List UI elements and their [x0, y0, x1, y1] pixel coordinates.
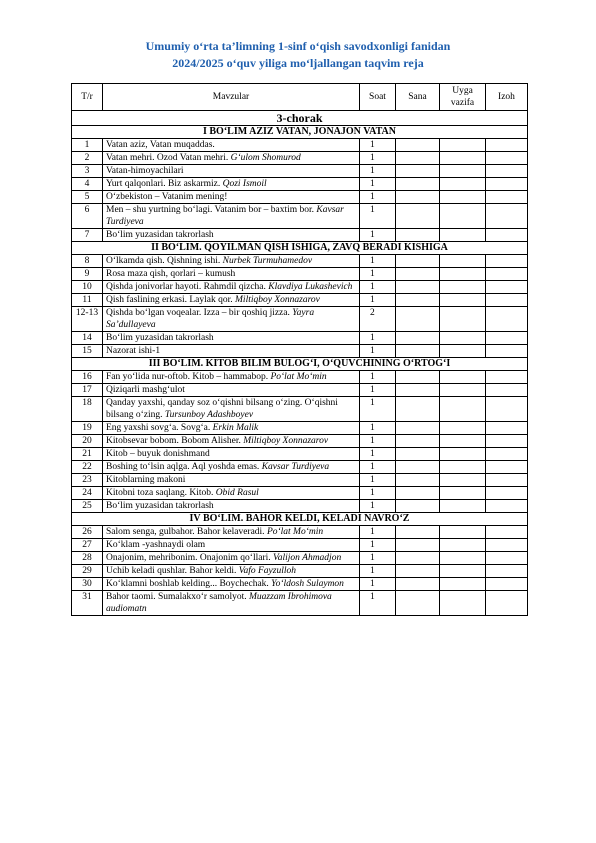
- topic-text: Qish faslining erkasi. Laylak qor.: [106, 295, 233, 305]
- lesson-homework-cell: [440, 487, 486, 500]
- lesson-topic: [103, 307, 360, 332]
- lesson-number: 24: [72, 487, 103, 500]
- lesson-note-cell: [486, 191, 528, 204]
- lesson-date-cell: [396, 591, 440, 616]
- topic-author: Qozi Ismoil: [222, 179, 267, 189]
- topic-text: Salom senga, gulbahor. Bahor kelaveradi.: [106, 527, 265, 537]
- lesson-note-cell: [486, 591, 528, 616]
- lesson-hours: 1: [360, 422, 396, 435]
- lesson-number: 21: [72, 448, 103, 461]
- lesson-topic: [103, 539, 360, 552]
- section-row: [72, 126, 528, 139]
- topic-text: O‘zbekiston – Vatanim mening!: [106, 192, 228, 202]
- topic-author: Nurbek Turmuhamedov: [222, 256, 313, 266]
- lesson-number: 17: [72, 384, 103, 397]
- lesson-hours: 1: [360, 397, 396, 422]
- lesson-hours: 1: [360, 371, 396, 384]
- table-row: [72, 435, 528, 448]
- topic-author: Yayra Sa’dullayeva: [106, 308, 315, 330]
- lesson-note-cell: [486, 526, 528, 539]
- lesson-homework-cell: [440, 435, 486, 448]
- topic-text: Vatan mehri. Ozod Vatan mehri.: [106, 153, 229, 163]
- lesson-date-cell: [396, 191, 440, 204]
- calendar-plan-table: [71, 83, 528, 616]
- lesson-hours: 1: [360, 152, 396, 165]
- header-date: Sana: [396, 84, 440, 111]
- topic-author: Tursunboy Adashboyev: [164, 410, 254, 420]
- lesson-note-cell: [486, 165, 528, 178]
- lesson-note-cell: [486, 461, 528, 474]
- lesson-topic: [103, 191, 360, 204]
- header-num: T/r: [72, 84, 103, 111]
- lesson-number: 12-13: [72, 307, 103, 332]
- topic-text: Bo‘lim yuzasidan takrorlash: [106, 501, 214, 511]
- lesson-homework-cell: [440, 591, 486, 616]
- lesson-topic: [103, 474, 360, 487]
- lesson-topic: [103, 552, 360, 565]
- lesson-date-cell: [396, 139, 440, 152]
- lesson-date-cell: [396, 461, 440, 474]
- lesson-number: 9: [72, 268, 103, 281]
- lesson-number: 31: [72, 591, 103, 616]
- lesson-topic: [103, 435, 360, 448]
- lesson-hours: 1: [360, 487, 396, 500]
- topic-author: Muazzam Ibrohimova audiomatn: [106, 592, 332, 614]
- table-row: [72, 552, 528, 565]
- lesson-number: 27: [72, 539, 103, 552]
- lesson-number: 15: [72, 345, 103, 358]
- lesson-homework-cell: [440, 332, 486, 345]
- lesson-note-cell: [486, 500, 528, 513]
- lesson-note-cell: [486, 178, 528, 191]
- lesson-topic: [103, 152, 360, 165]
- table-row: [72, 500, 528, 513]
- table-row: [72, 526, 528, 539]
- lesson-homework-cell: [440, 461, 486, 474]
- lesson-topic: [103, 281, 360, 294]
- lesson-topic: [103, 332, 360, 345]
- lesson-hours: 1: [360, 591, 396, 616]
- lesson-number: 10: [72, 281, 103, 294]
- lesson-number: 26: [72, 526, 103, 539]
- table-row: [72, 152, 528, 165]
- lesson-topic: [103, 178, 360, 191]
- lesson-homework-cell: [440, 578, 486, 591]
- lesson-date-cell: [396, 178, 440, 191]
- lesson-number: 30: [72, 578, 103, 591]
- lesson-homework-cell: [440, 526, 486, 539]
- lesson-hours: 1: [360, 461, 396, 474]
- lesson-topic: [103, 229, 360, 242]
- lesson-topic: [103, 487, 360, 500]
- table-row: [72, 578, 528, 591]
- table-row: [72, 268, 528, 281]
- lesson-date-cell: [396, 307, 440, 332]
- lesson-date-cell: [396, 165, 440, 178]
- lesson-number: 16: [72, 371, 103, 384]
- lesson-note-cell: [486, 268, 528, 281]
- table-row: [72, 165, 528, 178]
- lesson-topic: [103, 422, 360, 435]
- topic-author: Yo‘ldosh Sulaymon: [271, 579, 344, 589]
- lesson-number: 8: [72, 255, 103, 268]
- lesson-hours: 1: [360, 345, 396, 358]
- title-line-2: 2024/2025 o‘quv yiliga mo‘ljallangan taqvim reja: [172, 56, 424, 70]
- lesson-number: 28: [72, 552, 103, 565]
- lesson-number: 11: [72, 294, 103, 307]
- lesson-hours: 1: [360, 281, 396, 294]
- table-header-row: [72, 84, 528, 111]
- lesson-homework-cell: [440, 152, 486, 165]
- lesson-number: 7: [72, 229, 103, 242]
- lesson-homework-cell: [440, 307, 486, 332]
- lesson-hours: 1: [360, 565, 396, 578]
- lesson-date-cell: [396, 229, 440, 242]
- lesson-homework-cell: [440, 565, 486, 578]
- lesson-hours: 1: [360, 139, 396, 152]
- lesson-note-cell: [486, 281, 528, 294]
- topic-text: Rosa maza qish, qorlari – kumush: [106, 269, 236, 279]
- header-homework: Uyga vazifa: [440, 84, 486, 111]
- lesson-date-cell: [396, 500, 440, 513]
- lesson-note-cell: [486, 332, 528, 345]
- table-row: [72, 487, 528, 500]
- lesson-topic: [103, 448, 360, 461]
- lesson-hours: 1: [360, 332, 396, 345]
- lesson-note-cell: [486, 384, 528, 397]
- lesson-topic: [103, 461, 360, 474]
- lesson-note-cell: [486, 371, 528, 384]
- section-row: [72, 242, 528, 255]
- lesson-topic: [103, 397, 360, 422]
- lesson-hours: 1: [360, 500, 396, 513]
- section-title: IV BO‘LIM. BAHOR KELDI, KELADI NAVRO‘Z: [72, 513, 528, 526]
- lesson-hours: 1: [360, 165, 396, 178]
- lesson-homework-cell: [440, 474, 486, 487]
- topic-text: Vatan aziz, Vatan muqaddas.: [106, 140, 215, 150]
- lesson-number: 25: [72, 500, 103, 513]
- table-row: [72, 448, 528, 461]
- lesson-hours: 1: [360, 268, 396, 281]
- lesson-homework-cell: [440, 384, 486, 397]
- lesson-number: 18: [72, 397, 103, 422]
- topic-text: Bo‘lim yuzasidan takrorlash: [106, 333, 214, 343]
- lesson-hours: 1: [360, 255, 396, 268]
- lesson-number: 14: [72, 332, 103, 345]
- lesson-homework-cell: [440, 268, 486, 281]
- lesson-topic: [103, 139, 360, 152]
- table-row: [72, 371, 528, 384]
- topic-text: Kitoblarning makoni: [106, 475, 186, 485]
- topic-text: O‘lkamda qish. Qishning ishi.: [106, 256, 221, 266]
- lesson-hours: 1: [360, 384, 396, 397]
- table-row: [72, 139, 528, 152]
- lesson-date-cell: [396, 526, 440, 539]
- topic-text: Ko‘klamni boshlab kelding... Boychechak.: [106, 579, 269, 589]
- lesson-date-cell: [396, 281, 440, 294]
- lesson-topic: [103, 591, 360, 616]
- section-title: III BO‘LIM. KITOB BILIM BULOG‘I, O‘QUVCHINING O‘RTOG‘I: [72, 358, 528, 371]
- section-row: [72, 513, 528, 526]
- lesson-note-cell: [486, 578, 528, 591]
- lesson-homework-cell: [440, 165, 486, 178]
- lesson-topic: [103, 165, 360, 178]
- lesson-topic: [103, 255, 360, 268]
- table-row: [72, 294, 528, 307]
- table-row: [72, 384, 528, 397]
- table-row: [72, 565, 528, 578]
- lesson-topic: [103, 294, 360, 307]
- lesson-hours: 1: [360, 178, 396, 191]
- lesson-date-cell: [396, 371, 440, 384]
- lesson-homework-cell: [440, 139, 486, 152]
- lesson-note-cell: [486, 539, 528, 552]
- lesson-number: 29: [72, 565, 103, 578]
- lesson-note-cell: [486, 552, 528, 565]
- title-line-1: Umumiy o‘rta ta’limning 1-sinf o‘qish savodxonligi fanidan: [145, 39, 451, 53]
- quarter-label: 3-chorak: [72, 111, 528, 126]
- topic-author: Po‘lat Mo‘min: [270, 372, 327, 382]
- lesson-homework-cell: [440, 294, 486, 307]
- lesson-note-cell: [486, 487, 528, 500]
- header-note: Izoh: [486, 84, 528, 111]
- lesson-hours: 1: [360, 448, 396, 461]
- lesson-hours: 1: [360, 191, 396, 204]
- lesson-number: 1: [72, 139, 103, 152]
- topic-author: Miltiqboy Xonnazarov: [243, 436, 329, 446]
- topic-text: Qishda jonivorlar hayoti. Rahmdil qizcha.: [106, 282, 266, 292]
- section-row: [72, 358, 528, 371]
- document-title: [0, 38, 596, 72]
- lesson-topic: [103, 578, 360, 591]
- lesson-note-cell: [486, 474, 528, 487]
- table-row: [72, 191, 528, 204]
- lesson-note-cell: [486, 229, 528, 242]
- topic-text: Onajonim, mehribonim. Onajonim qo‘llari.: [106, 553, 271, 563]
- lesson-homework-cell: [440, 178, 486, 191]
- lesson-homework-cell: [440, 371, 486, 384]
- topic-author: Vafo Fayzulloh: [238, 566, 296, 576]
- lesson-date-cell: [396, 422, 440, 435]
- lesson-hours: 1: [360, 204, 396, 229]
- lesson-date-cell: [396, 539, 440, 552]
- lesson-number: 4: [72, 178, 103, 191]
- lesson-date-cell: [396, 345, 440, 358]
- lesson-topic: [103, 371, 360, 384]
- topic-author: G‘ulom Shomurod: [230, 153, 301, 163]
- section-title: I BO‘LIM AZIZ VATAN, JONAJON VATAN: [72, 126, 528, 139]
- lesson-hours: 1: [360, 229, 396, 242]
- topic-text: Fan yo‘lida nur-oftob. Kitob – hammabop.: [106, 372, 269, 382]
- section-title: II BO‘LIM. QOYILMAN QISH ISHIGA, ZAVQ BERADI KISHIGA: [72, 242, 528, 255]
- topic-author: Kavsar Turdiyeva: [261, 462, 330, 472]
- table-row: [72, 397, 528, 422]
- lesson-date-cell: [396, 255, 440, 268]
- lesson-homework-cell: [440, 552, 486, 565]
- lesson-date-cell: [396, 435, 440, 448]
- lesson-note-cell: [486, 435, 528, 448]
- lesson-number: 5: [72, 191, 103, 204]
- lesson-number: 22: [72, 461, 103, 474]
- lesson-note-cell: [486, 307, 528, 332]
- lesson-number: 6: [72, 204, 103, 229]
- lesson-note-cell: [486, 345, 528, 358]
- lesson-note-cell: [486, 204, 528, 229]
- table-row: [72, 474, 528, 487]
- lesson-note-cell: [486, 565, 528, 578]
- lesson-hours: 1: [360, 435, 396, 448]
- topic-author: Obid Rasul: [215, 488, 259, 498]
- lesson-date-cell: [396, 152, 440, 165]
- lesson-homework-cell: [440, 191, 486, 204]
- lesson-hours: 1: [360, 526, 396, 539]
- lesson-date-cell: [396, 474, 440, 487]
- lesson-number: 2: [72, 152, 103, 165]
- table-row: [72, 255, 528, 268]
- topic-text: Qiziqarli mashg‘ulot: [106, 385, 185, 395]
- table-row: [72, 281, 528, 294]
- topic-text: Boshing to‘lsin aqlga. Aql yoshda emas.: [106, 462, 260, 472]
- table-row: [72, 539, 528, 552]
- lesson-date-cell: [396, 552, 440, 565]
- lesson-homework-cell: [440, 345, 486, 358]
- lesson-date-cell: [396, 578, 440, 591]
- table-row: [72, 345, 528, 358]
- lesson-homework-cell: [440, 229, 486, 242]
- lesson-homework-cell: [440, 397, 486, 422]
- lesson-hours: 1: [360, 474, 396, 487]
- table-row: [72, 461, 528, 474]
- topic-text: Uchib keladi qushlar. Bahor keldi.: [106, 566, 237, 576]
- lesson-number: 19: [72, 422, 103, 435]
- lesson-hours: 1: [360, 539, 396, 552]
- lesson-date-cell: [396, 294, 440, 307]
- lesson-date-cell: [396, 332, 440, 345]
- table-row: [72, 591, 528, 616]
- lesson-homework-cell: [440, 448, 486, 461]
- lesson-homework-cell: [440, 500, 486, 513]
- lesson-homework-cell: [440, 255, 486, 268]
- table-row: [72, 307, 528, 332]
- table-body: [72, 111, 528, 616]
- topic-text: Yurt qalqonlari. Biz askarmiz.: [106, 179, 221, 189]
- lesson-note-cell: [486, 294, 528, 307]
- lesson-topic: [103, 565, 360, 578]
- lesson-note-cell: [486, 448, 528, 461]
- lesson-date-cell: [396, 384, 440, 397]
- lesson-note-cell: [486, 422, 528, 435]
- lesson-note-cell: [486, 139, 528, 152]
- lesson-date-cell: [396, 448, 440, 461]
- lesson-date-cell: [396, 487, 440, 500]
- lesson-hours: 1: [360, 578, 396, 591]
- lesson-homework-cell: [440, 539, 486, 552]
- lesson-homework-cell: [440, 281, 486, 294]
- lesson-hours: 1: [360, 294, 396, 307]
- topic-text: Vatan-himoyachilari: [106, 166, 184, 176]
- lesson-note-cell: [486, 397, 528, 422]
- lesson-topic: [103, 204, 360, 229]
- table-row: [72, 422, 528, 435]
- quarter-row: [72, 111, 528, 126]
- topic-author: Erkin Malik: [212, 423, 259, 433]
- lesson-homework-cell: [440, 422, 486, 435]
- topic-author: Klavdiya Lukashevich: [268, 282, 353, 292]
- lesson-date-cell: [396, 204, 440, 229]
- lesson-hours: 2: [360, 307, 396, 332]
- topic-author: Valijon Ahmadjon: [273, 553, 342, 563]
- lesson-note-cell: [486, 152, 528, 165]
- lesson-number: 20: [72, 435, 103, 448]
- lesson-note-cell: [486, 255, 528, 268]
- topic-text: Kitob – buyuk donishmand: [106, 449, 210, 459]
- table-row: [72, 229, 528, 242]
- topic-text: Bo‘lim yuzasidan takrorlash: [106, 230, 214, 240]
- topic-text: Eng yaxshi sovg‘a. Sovg‘a.: [106, 423, 211, 433]
- lesson-number: 3: [72, 165, 103, 178]
- topic-text: Qanday yaxshi, qanday soz o‘qishni bilsang o‘zing. O‘qishni bilsang o‘zing.: [106, 398, 338, 420]
- table-row: [72, 178, 528, 191]
- topic-text: Kitobni toza saqlang. Kitob.: [106, 488, 214, 498]
- topic-text: Qishda bo‘lgan voqealar. Izza – bir qoshiq jizza.: [106, 308, 290, 318]
- table-row: [72, 204, 528, 229]
- lesson-date-cell: [396, 268, 440, 281]
- lesson-hours: 1: [360, 552, 396, 565]
- lesson-date-cell: [396, 565, 440, 578]
- topic-author: Kavsar Turdiyeva: [106, 205, 344, 227]
- topic-text: Kitobsevar bobom. Bobom Alisher.: [106, 436, 241, 446]
- topic-author: Miltiqboy Xonnazarov: [235, 295, 320, 305]
- header-hours: Soat: [360, 84, 396, 111]
- topic-text: Ko‘klam -yashnaydi olam: [106, 540, 206, 550]
- lesson-topic: [103, 345, 360, 358]
- table-row: [72, 332, 528, 345]
- lesson-date-cell: [396, 397, 440, 422]
- lesson-topic: [103, 500, 360, 513]
- header-topic: Mavzular: [103, 84, 360, 111]
- topic-text: Nazorat ishi-1: [106, 346, 161, 356]
- topic-text: Men – shu yurtning bo‘lagi. Vatanim bor – baxtim bor.: [106, 205, 315, 215]
- lesson-number: 23: [72, 474, 103, 487]
- lesson-topic: [103, 526, 360, 539]
- lesson-topic: [103, 384, 360, 397]
- topic-text: Bahor taomi. Sumalakxo‘r samolyot.: [106, 592, 247, 602]
- lesson-homework-cell: [440, 204, 486, 229]
- lesson-topic: [103, 268, 360, 281]
- topic-author: Po‘lat Mo‘min: [266, 527, 324, 537]
